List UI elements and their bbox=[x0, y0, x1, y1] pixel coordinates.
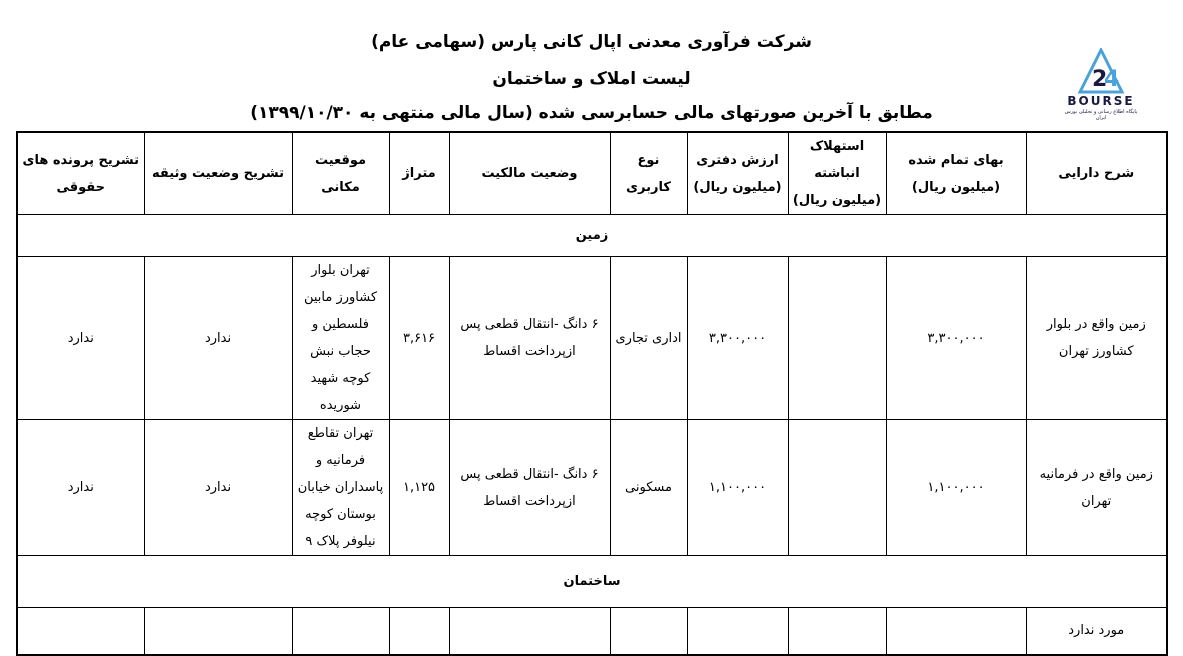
cell-collateral: ندارد bbox=[144, 420, 292, 556]
table-row bbox=[17, 420, 1167, 556]
section-row-land bbox=[17, 215, 1167, 257]
cell-desc: مورد ندارد bbox=[1026, 608, 1167, 655]
col-use-header: نوع کاربری bbox=[610, 132, 687, 215]
col-collateral-header: تشریح وضعیت وثیقه bbox=[144, 132, 292, 215]
col-ownership-header: وضعیت مالکیت bbox=[449, 132, 610, 215]
cell-collateral: ندارد bbox=[144, 257, 292, 420]
cell-ownership bbox=[449, 608, 610, 655]
cell-ownership: ۶ دانگ -انتقال قطعی پس ازپرداخت اقساط bbox=[449, 420, 610, 556]
col-depr-header: استهلاک انباشته (میلیون ریال) bbox=[788, 132, 886, 215]
table-row bbox=[17, 608, 1167, 655]
cell-legal bbox=[17, 608, 144, 655]
svg-text:4: 4 bbox=[1104, 67, 1120, 92]
cell-location bbox=[292, 608, 389, 655]
cell-collateral bbox=[144, 608, 292, 655]
cell-depr bbox=[788, 257, 886, 420]
col-desc-header: شرح دارایی bbox=[1026, 132, 1167, 215]
section-row-building bbox=[17, 556, 1167, 608]
cell-area bbox=[389, 608, 449, 655]
cell-book bbox=[687, 608, 788, 655]
col-location-header: موقعیت مکانی bbox=[292, 132, 389, 215]
section-land: زمین bbox=[17, 215, 1167, 257]
cell-book: ۳,۳۰۰,۰۰۰ bbox=[687, 257, 788, 420]
header-row bbox=[17, 132, 1167, 215]
cell-area: ۱,۱۲۵ bbox=[389, 420, 449, 556]
cell-cost: ۱,۱۰۰,۰۰۰ bbox=[886, 420, 1026, 556]
cell-area: ۳,۶۱۶ bbox=[389, 257, 449, 420]
cell-use: اداری تجاری bbox=[610, 257, 687, 420]
cell-desc: زمین واقع در فرمانیه تهران bbox=[1026, 420, 1167, 556]
cell-location: تهران بلوار کشاورز مابین فلسطین و حجاب نبش کوچه شهید شوریده bbox=[292, 257, 389, 420]
property-table bbox=[16, 131, 1168, 656]
logo-subtitle: پایگاه اطلاع رسانی و تحلیلی بورس ایران bbox=[1064, 109, 1138, 121]
col-book-header: ارزش دفتری (میلیون ریال) bbox=[687, 132, 788, 215]
logo-word: BOURSE bbox=[1067, 94, 1135, 108]
cell-use: مسکونی bbox=[610, 420, 687, 556]
cell-desc: زمین واقع در بلوار کشاورز تهران bbox=[1026, 257, 1167, 420]
list-title: لیست املاک و ساختمان bbox=[492, 69, 691, 89]
svg-text:2: 2 bbox=[1092, 67, 1108, 92]
bourse-24-logo-icon bbox=[1060, 48, 1142, 120]
cell-location: تهران تقاطع فرمانیه و پاسداران خیابان بوستان کوچه نیلوفر پلاک ۹ bbox=[292, 420, 389, 556]
company-title: شرکت فرآوری معدنی اپال کانی پارس (سهامی عام) bbox=[371, 32, 812, 52]
table-row bbox=[17, 257, 1167, 420]
cell-depr bbox=[788, 608, 886, 655]
section-building: ساختمان bbox=[17, 556, 1167, 608]
cell-use bbox=[610, 608, 687, 655]
cell-cost bbox=[886, 608, 1026, 655]
basis-title: مطابق با آخرین صورتهای مالی حسابرسی شده (سال مالی منتهی به ۱۳۹۹/۱۰/۳۰) bbox=[250, 103, 933, 123]
cell-legal: ندارد bbox=[17, 257, 144, 420]
col-area-header: متراژ bbox=[389, 132, 449, 215]
col-cost-header: بهای تمام شده (میلیون ریال) bbox=[886, 132, 1026, 215]
cell-book: ۱,۱۰۰,۰۰۰ bbox=[687, 420, 788, 556]
cell-depr bbox=[788, 420, 886, 556]
cell-cost: ۳,۳۰۰,۰۰۰ bbox=[886, 257, 1026, 420]
col-legal-header: تشریح پرونده های حقوقی bbox=[17, 132, 144, 215]
cell-legal: ندارد bbox=[17, 420, 144, 556]
cell-ownership: ۶ دانگ -انتقال قطعی پس ازپرداخت اقساط bbox=[449, 257, 610, 420]
